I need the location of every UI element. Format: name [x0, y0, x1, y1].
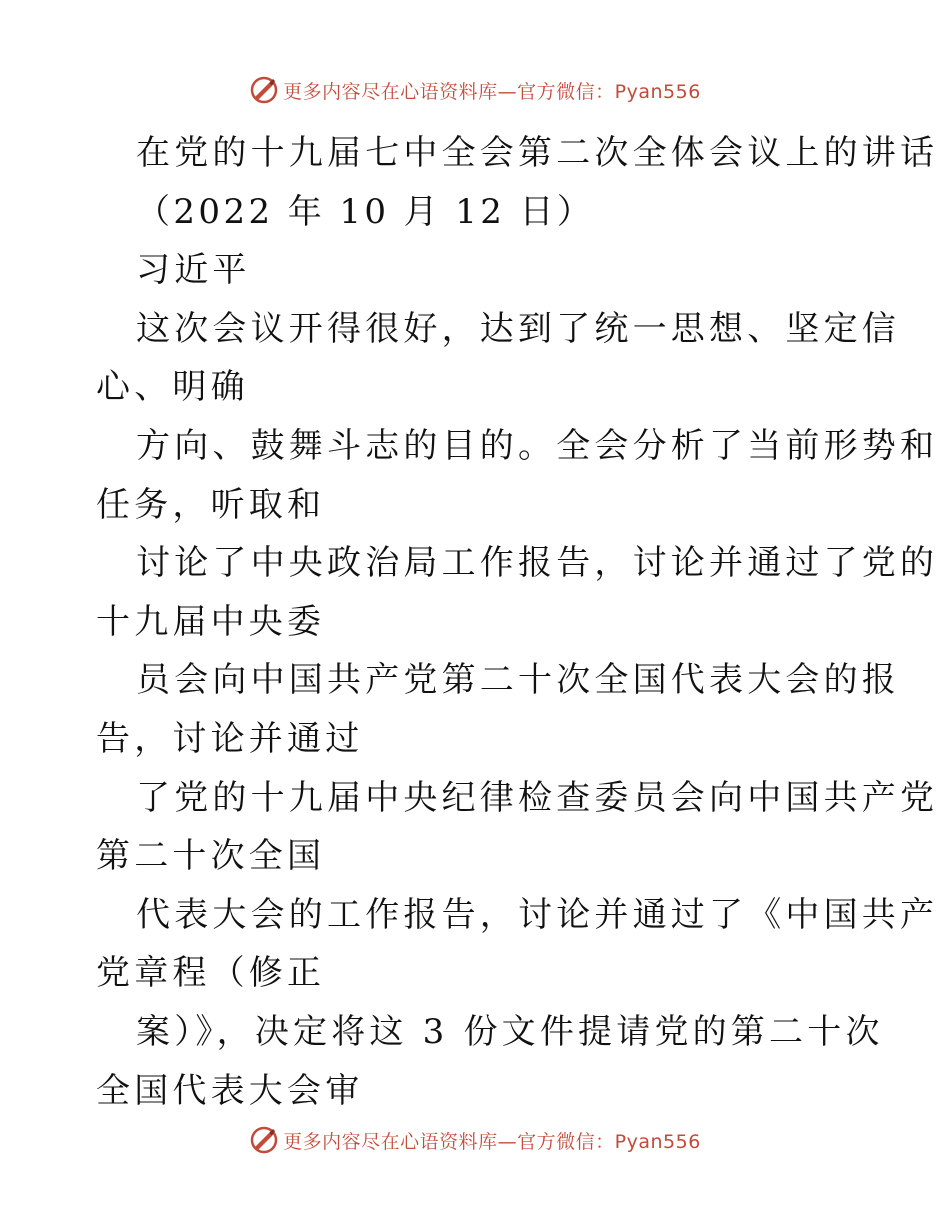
paragraph-line: 十九届中央委 [96, 601, 326, 642]
pen-logo-icon [249, 75, 279, 105]
footer-banner-text: 更多内容尽在心语资料库—官方微信：Pyan556 [283, 1130, 701, 1153]
paragraph-line: 这次会议开得很好，达到了统一思想、坚定信 [136, 308, 900, 349]
paragraph-line: 告，讨论并通过 [96, 718, 364, 759]
document-title: 在党的十九届七中全会第二次全体会议上的讲话 [136, 133, 939, 173]
paragraph-line: 第二十次全国 [96, 836, 326, 877]
paragraph-line: 讨论了中央政治局工作报告，讨论并通过了党的 [136, 543, 939, 584]
paragraph-line: 方向、鼓舞斗志的目的。全会分析了当前形势和 [136, 425, 939, 466]
paragraph-line: 任务，听取和 [96, 484, 326, 525]
paragraph-line: 全国代表大会审 [96, 1070, 364, 1111]
paragraph-line: 党章程（修正 [96, 953, 326, 994]
header-banner-text: 更多内容尽在心语资料库—官方微信：Pyan556 [283, 80, 701, 103]
document-author: 习近平 [136, 250, 251, 291]
document-body [96, 124, 939, 1120]
paragraph-line: 案）》，决定将这 3 份文件提请党的第二十次 [136, 1011, 884, 1052]
paragraph-line: 心、明确 [96, 367, 249, 408]
document-date: （2022 年 10 月 12 日） [136, 191, 595, 232]
paragraph-line: 了党的十九届中央纪律检查委员会向中国共产党 [136, 777, 939, 818]
pen-logo-icon [249, 1125, 279, 1155]
paragraph-line: 代表大会的工作报告，讨论并通过了《中国共产 [136, 894, 939, 935]
header-watermark-banner [0, 70, 950, 110]
footer-watermark-banner [0, 1120, 950, 1160]
paragraph-line: 员会向中国共产党第二十次全国代表大会的报 [136, 660, 900, 701]
